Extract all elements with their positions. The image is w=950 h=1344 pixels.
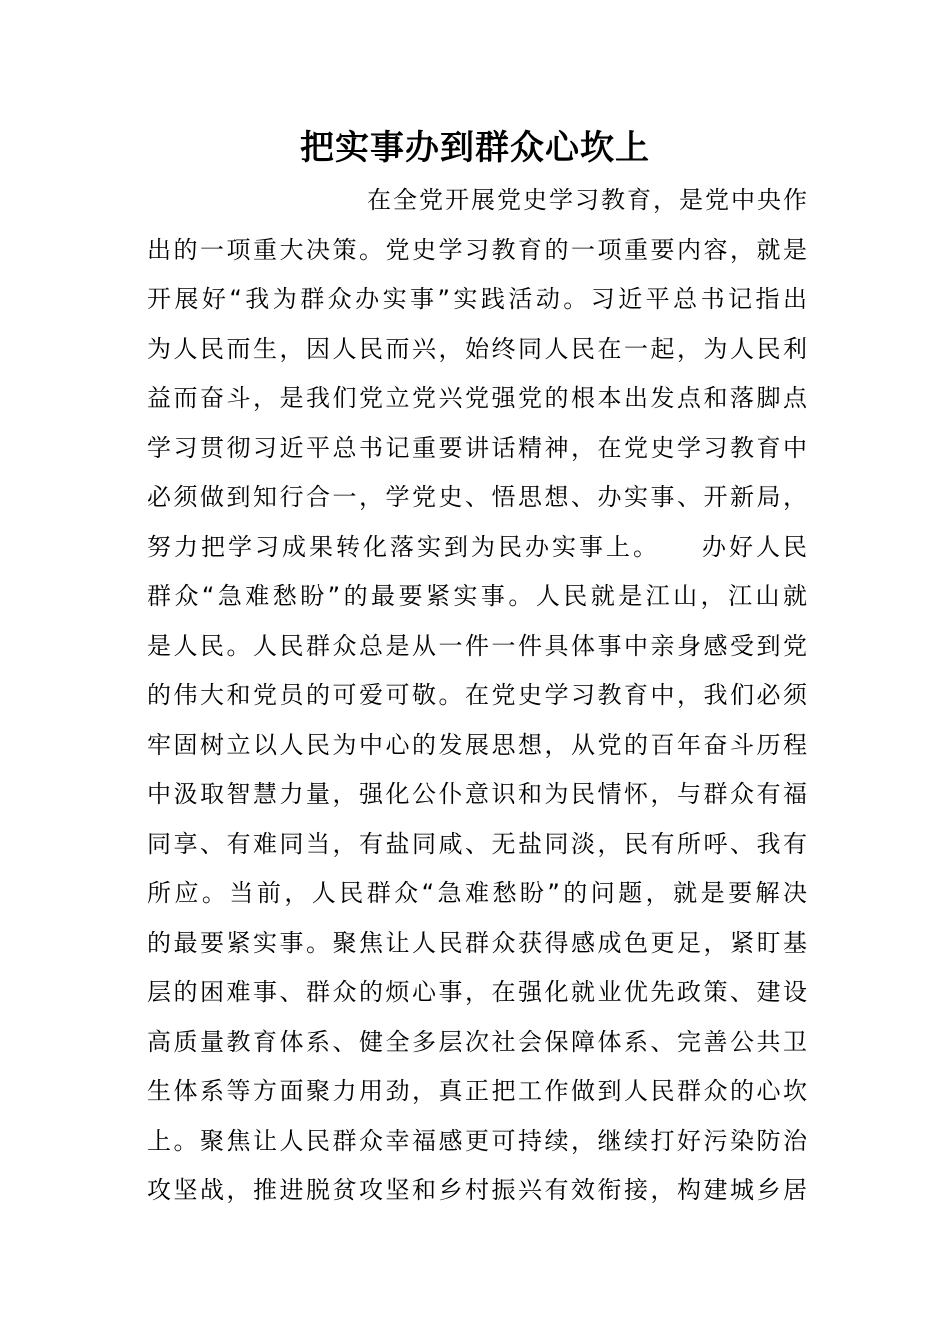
body-line: 开展好“我为群众办实事”实践活动。习近平总书记指出 <box>147 285 807 313</box>
body-line: 必须做到知行合一，学党史、悟思想、办实事、开新局， <box>147 483 807 511</box>
body-line: 益而奋斗，是我们党立党兴党强党的根本出发点和落脚点 <box>147 384 807 412</box>
body-line: 为人民而生，因人民而兴，始终同人民在一起，为人民利 <box>147 334 807 363</box>
body-line: 是人民。人民群众总是从一件一件具体事中亲身感受到党 <box>147 631 807 660</box>
body-line: 高质量教育体系、健全多层次社会保障体系、完善公共卫 <box>147 1027 807 1056</box>
body-line: 生体系等方面聚力用劲，真正把工作做到人民群众的心坎 <box>147 1077 807 1105</box>
document-body <box>147 176 807 1216</box>
body-line: 上。聚焦让人民群众幸福感更可持续，继续打好污染防治 <box>147 1126 807 1155</box>
body-line: 的最要紧实事。聚焦让人民群众获得感成色更足，紧盯基 <box>147 928 807 957</box>
body-line: 同享、有难同当，有盐同咸、无盐同淡，民有所呼、我有 <box>147 829 807 858</box>
body-line: 群众“急难愁盼”的最要紧实事。人民就是江山，江山就 <box>147 582 807 610</box>
body-line: 中汲取智慧力量，强化公仆意识和为民情怀，与群众有福 <box>147 780 807 808</box>
body-line: 的伟大和党员的可爱可敬。在党史学习教育中，我们必须 <box>147 681 807 709</box>
body-line: 学习贯彻习近平总书记重要讲话精神，在党史学习教育中 <box>147 433 807 462</box>
body-line: 出的一项重大决策。党史学习教育的一项重要内容，就是 <box>147 235 807 264</box>
body-line: 攻坚战，推进脱贫攻坚和乡村振兴有效衔接，构建城乡居 <box>147 1176 807 1204</box>
body-line: 所应。当前，人民群众“急难愁盼”的问题，就是要解决 <box>147 879 807 907</box>
body-line: 努力把学习成果转化落实到为民办实事上。 办好人民 <box>147 532 807 561</box>
body-line: 层的困难事、群众的烦心事，在强化就业优先政策、建设 <box>147 978 807 1006</box>
body-line: 在全党开展党史学习教育，是党中央作 <box>367 186 807 214</box>
body-line: 牢固树立以人民为中心的发展思想，从党的百年奋斗历程 <box>147 730 807 759</box>
document-title: 把实事办到群众心坎上 <box>300 128 650 168</box>
